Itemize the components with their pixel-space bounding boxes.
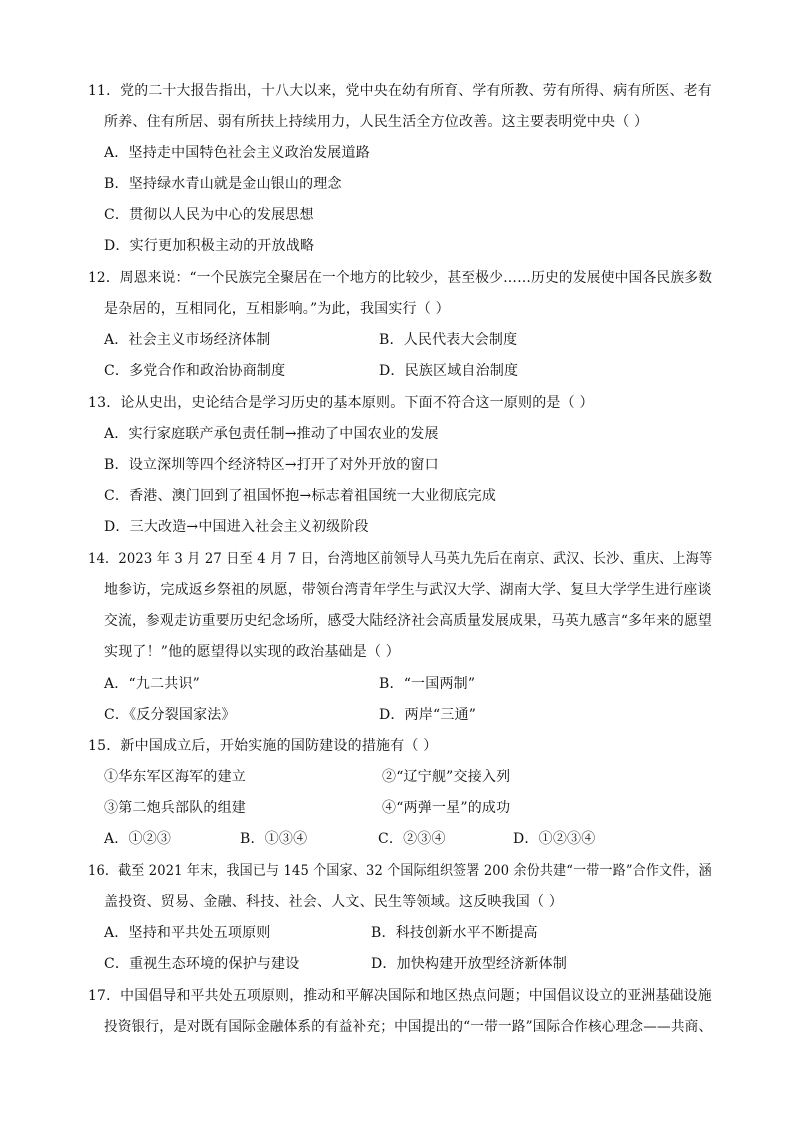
q16-option-c: C．重视生态环境的保护与建设 — [104, 956, 300, 972]
q14-option-b: B．“一国两制” — [379, 676, 476, 692]
q14-stem-line-3: 交流，参观走访重要历史纪念场所，感受大陆经济社会高质量发展成果，马英九感言“多年来的愿望 — [104, 613, 712, 629]
q14-option-a: A．“九二共识” — [104, 676, 201, 692]
q12-option-d: D．民族区域自治制度 — [379, 363, 519, 379]
q16-option-b: B．科技创新水平不断提高 — [371, 925, 538, 941]
q12-option-c: C．多党合作和政治协商制度 — [104, 363, 286, 379]
q15-item-3: ③第二炮兵部队的组建 — [104, 800, 246, 816]
q15-item-2: ②“辽宁舰”交接入列 — [382, 769, 511, 785]
q17-stem-line-1: 17．中国倡导和平共处五项原则，推动和平解决国际和地区热点问题；中国倡议设立的亚洲基础设施 — [88, 988, 712, 1004]
q15-option-b: B．①③④ — [240, 831, 308, 847]
q13-stem-line-1: 13．论从史出，史论结合是学习历史的基本原则。下面不符合这一原则的是（ ） — [88, 395, 594, 411]
q15-stem-line-1: 15．新中国成立后，开始实施的国防建设的措施有（ ） — [88, 738, 438, 754]
q14-stem-line-4: 实现了！”他的愿望得以实现的政治基础是（ ） — [104, 644, 401, 660]
q11-stem-line-2: 所养、住有所居、弱有所扶上持续用力，人民生活全方位改善。这主要表明党中央（ ） — [104, 114, 649, 130]
q17-stem-line-2: 投资银行，是对既有国际金融体系的有益补充；中国提出的“一带一路”国际合作核心理念——共商、 — [104, 1019, 713, 1035]
q15-item-1: ①华东军区海军的建立 — [104, 769, 246, 785]
q16-option-d: D．加快构建开放型经济新体制 — [371, 956, 568, 972]
q16-option-a: A．坚持和平共处五项原则 — [104, 925, 271, 941]
q16-stem-line-1: 16．截至 2021 年末，我国已与 145 个国家、32 个国际组织签署 200 余份共建“一带一路”合作文件，涵 — [88, 863, 712, 879]
q11-stem-line-1: 11．党的二十大报告指出，十八大以来，党中央在幼有所育、学有所教、劳有所得、病有所医、老有 — [88, 83, 712, 99]
q12-option-b: B．人民代表大会制度 — [379, 332, 518, 348]
q16-stem-line-2: 盖投资、贸易、金融、科技、社会、人文、民生等领域。这反映我国（ ） — [104, 894, 564, 910]
q13-option-b: B．设立深圳等四个经济特区→打开了对外开放的窗口 — [104, 457, 439, 473]
q11-option-a: A．坚持走中国特色社会主义政治发展道路 — [104, 145, 370, 161]
q12-option-a: A．社会主义市场经济体制 — [104, 332, 271, 348]
q14-stem-line-1: 14．2023 年 3 月 27 日至 4 月 7 日，台湾地区前领导人马英九先后在南京、武汉、长沙、重庆、上海等 — [88, 551, 713, 567]
q15-option-d: D．①②③④ — [513, 831, 596, 847]
q11-option-b: B．坚持绿水青山就是金山银山的理念 — [104, 176, 342, 192]
q15-item-4: ④“两弹一星”的成功 — [382, 800, 511, 816]
q12-stem-line-1: 12．周恩来说：“一个民族完全聚居在一个地方的比较少，甚至极少……历史的发展使中国各民族多数 — [88, 270, 713, 286]
q13-option-d: D．三大改造→中国进入社会主义初级阶段 — [104, 519, 369, 535]
q11-option-c: C．贯彻以人民为中心的发展思想 — [104, 207, 314, 223]
q15-option-a: A．①②③ — [104, 831, 172, 847]
q15-option-c: C．②③④ — [378, 831, 446, 847]
q13-option-a: A．实行家庭联产承包责任制→推动了中国农业的发展 — [104, 426, 439, 442]
q14-option-d: D．两岸“三通” — [379, 707, 477, 723]
q14-option-c: C．《反分裂国家法》 — [104, 707, 236, 723]
q11-option-d: D．实行更加积极主动的开放战略 — [104, 238, 315, 254]
q12-stem-line-2: 是杂居的，互相同化，互相影响。”为此，我国实行（ ） — [104, 301, 450, 317]
q13-option-c: C．香港、澳门回到了祖国怀抱→标志着祖国统一大业彻底完成 — [104, 488, 497, 504]
q14-stem-line-2: 地参访，完成返乡祭祖的夙愿，带领台湾青年学生与武汉大学、湖南大学、复旦大学学生进行座谈 — [104, 582, 712, 598]
